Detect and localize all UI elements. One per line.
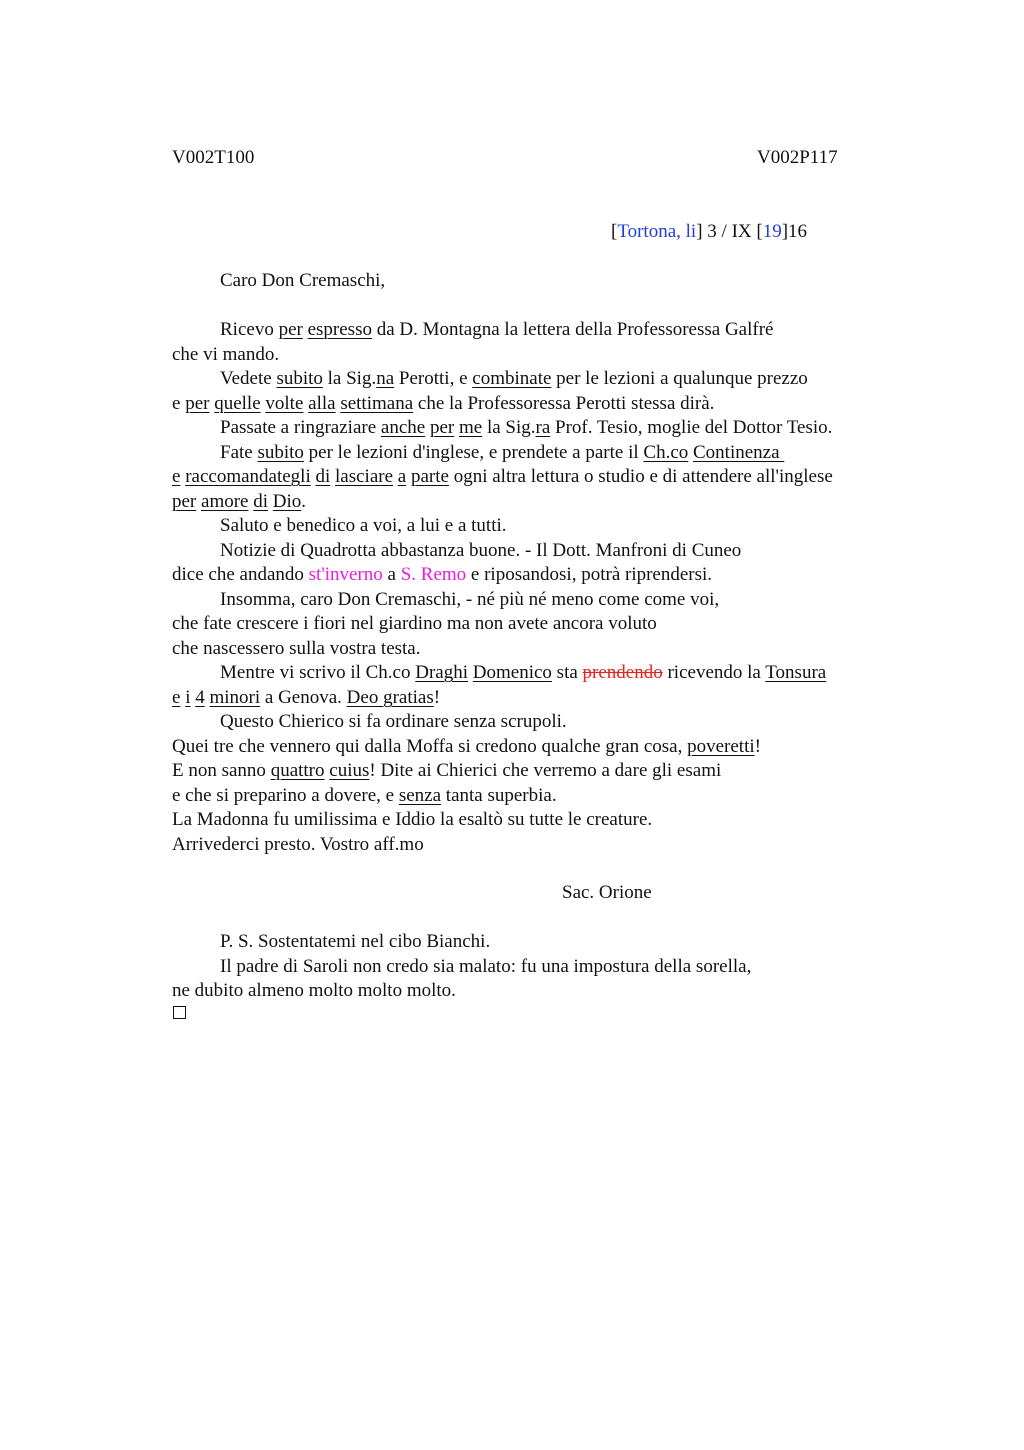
dateline [611,220,807,244]
location-highlight: S. Remo [400,564,467,585]
end-marker-box [173,1006,186,1019]
postscript-line: ne dubito almeno molto molto molto. [172,980,456,1001]
dateline-place: Tortona, li [617,221,697,242]
body-line: Vedete subito la Sig.na Perotti, e combinate per le lezioni a qualunque prezzo [220,368,808,389]
body-line: Mentre vi scrivo il Ch.co Draghi Domenico sta prendendo ricevendo la Tonsura [220,662,827,683]
postscript-line: Il padre di Saroli non credo sia malato: fu una impostura della sorella, [220,956,752,977]
body-line: La Madonna fu umilissima e Iddio la esaltò su tutte le creature. [172,809,653,830]
closing-line: Arrivederci presto. Vostro aff.mo [172,834,424,855]
body-line: e i 4 minori a Genova. Deo gratias! [172,687,441,708]
postscript-line: P. S. Sostentatemi nel cibo Bianchi. [220,931,491,952]
body-line: che vi mando. [172,344,280,365]
body-line: e raccomandategli di lasciare a parte ogni altra lettura o studio e di attendere all'inglese [172,466,833,487]
left-document-code: V002T100 [172,147,255,168]
dateline-day-month: ] 3 / IX [ [696,221,763,242]
body-line: Passate a ringraziare anche per me la Sig.ra Prof. Tesio, moglie del Dottor Tesio. [220,417,833,438]
deleted-word: prendendo [582,662,663,683]
body-line: Notizie di Quadrotta abbastanza buone. - Il Dott. Manfroni di Cuneo [220,540,742,561]
right-page-code: V002P117 [757,147,838,168]
location-highlight: st'inverno [308,564,383,585]
body-line: Questo Chierico si fa ordinare senza scrupoli. [220,711,567,732]
body-line: Fate subito per le lezioni d'inglese, e prendete a parte il Ch.co Continenza [220,442,785,463]
body-line: per amore di Dio. [172,491,307,512]
body-line: Insomma, caro Don Cremaschi, - né più né meno come come voi, [220,589,720,610]
signature: Sac. Orione [562,882,652,903]
body-line: che nascessero sulla vostra testa. [172,638,421,659]
body-line: dice che andando st'inverno a S. Remo e riposandosi, potrà riprendersi. [172,564,713,585]
salutation: Caro Don Cremaschi, [220,270,386,291]
dateline-bracket: [ [611,221,618,242]
body-line: Quei tre che vennero qui dalla Moffa si credono qualche gran cosa, poveretti! [172,736,761,757]
body-line: e che si preparino a dovere, e senza tanta superbia. [172,785,557,806]
dateline-year: ]16 [781,221,808,242]
body-line: Ricevo per espresso da D. Montagna la lettera della Professoressa Galfré [220,319,774,340]
dateline-century: 19 [762,221,782,242]
body-line: E non sanno quattro cuius! Dite ai Chierici che verremo a dare gli esami [172,760,722,781]
body-line: e per quelle volte alla settimana che la Professoressa Perotti stessa dirà. [172,393,715,414]
body-line: Saluto e benedico a voi, a lui e a tutti. [220,515,507,536]
body-line: che fate crescere i fiori nel giardino ma non avete ancora voluto [172,613,657,634]
